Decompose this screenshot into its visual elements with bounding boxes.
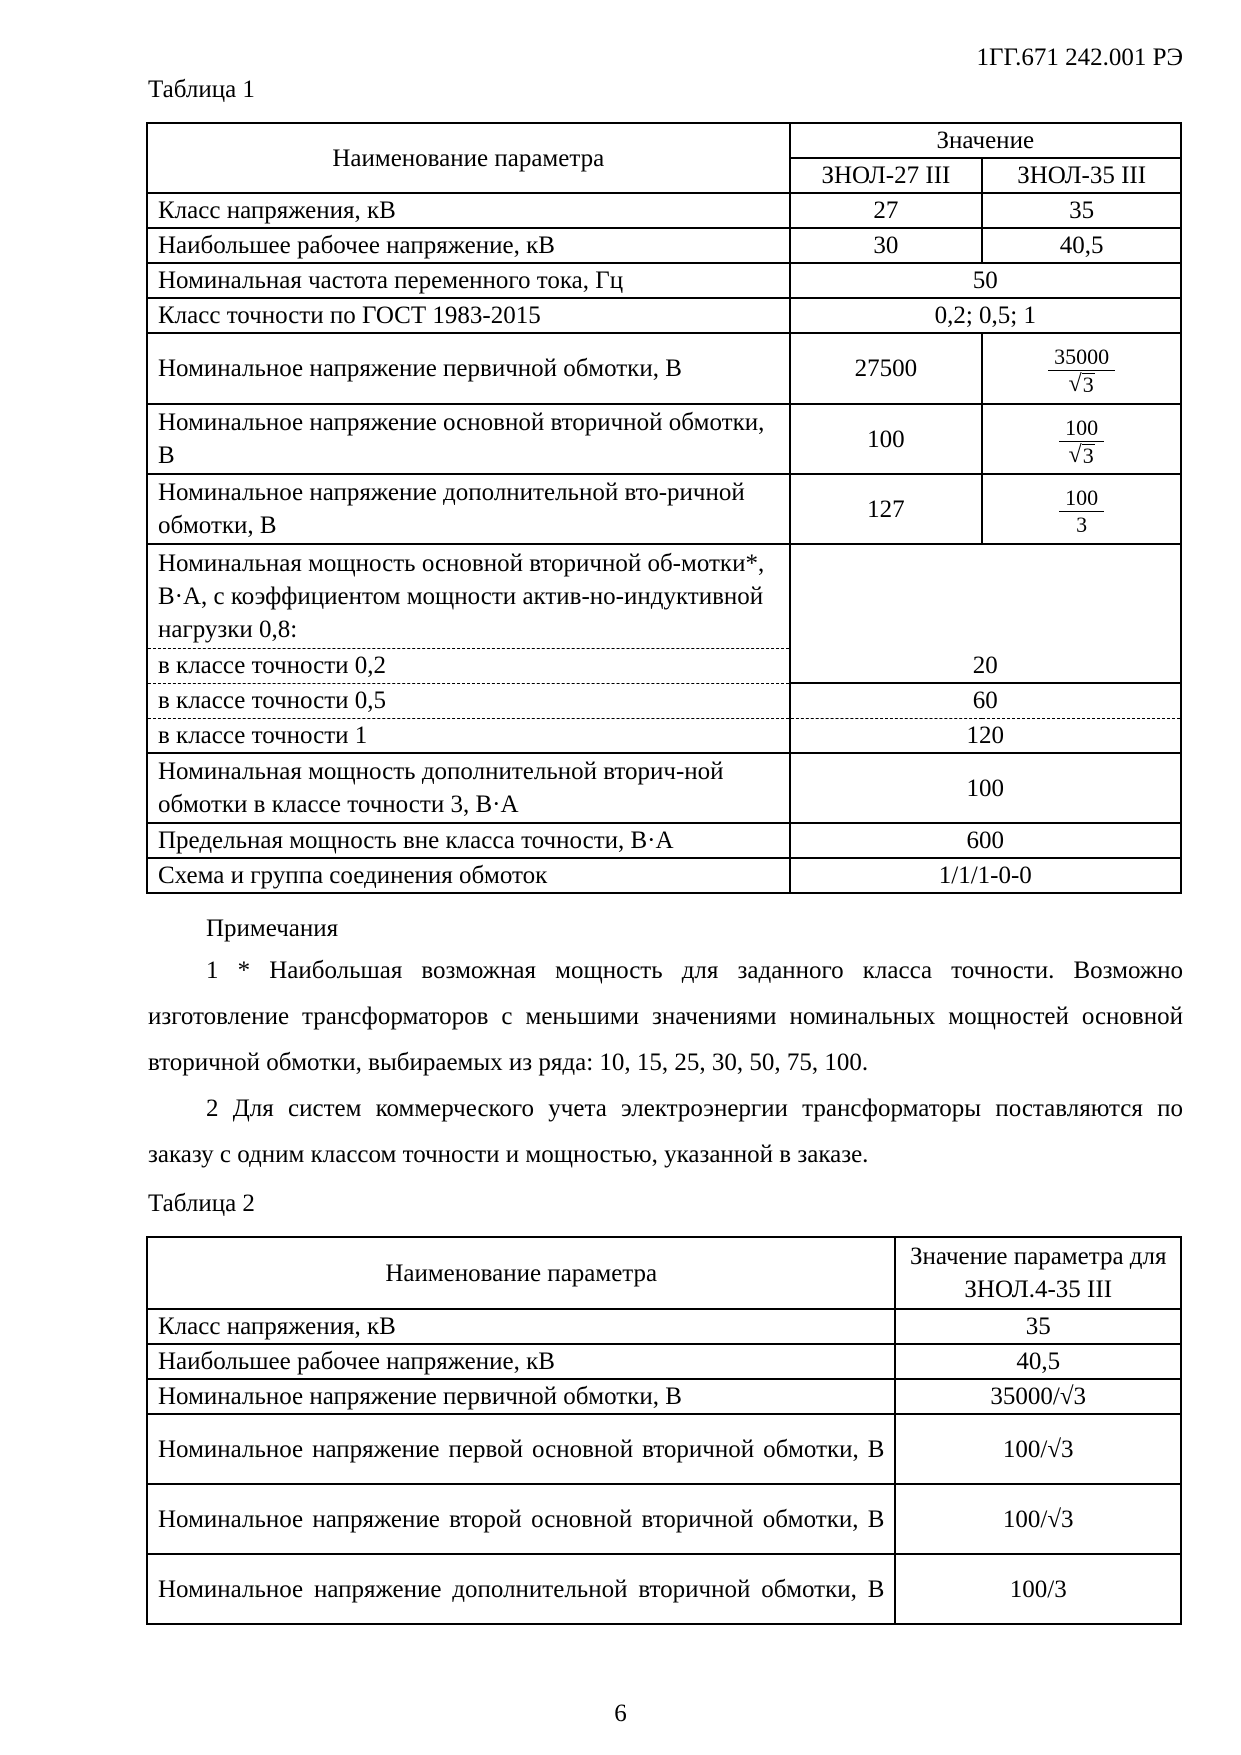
table2 [146,1236,1182,1625]
table2-cell-value: 100/3 [895,1554,1181,1624]
table1-header-col1: ЗНОЛ-27 III [790,158,983,193]
table1-cell-value: 100 [790,753,1181,823]
table1-cell-param: в классе точности 0,5 [147,683,790,718]
table2-cell-value: 100/√3 [895,1414,1181,1484]
table2-header-value: Значение параметра для ЗНОЛ.4-35 III [895,1237,1181,1309]
table1 [146,122,1182,894]
table1-header-param: Наименование параметра [147,123,790,193]
notes-title: Примечания [206,915,339,942]
fraction-denominator: 3 [1076,511,1088,537]
fraction-denominator [1063,442,1101,468]
table2-cell-value: 35000/√3 [895,1379,1181,1414]
fraction-numerator: 35000 [1048,344,1115,371]
table1-cell-value: 1/1/1-0-0 [790,858,1181,893]
table2-cell-value: 40,5 [895,1344,1181,1379]
table2-cell-param: Номинальное напряжение первой основной вторичной обмотки, В [147,1414,895,1484]
table2-cell-param: Номинальное напряжение первичной обмотки, В [147,1379,895,1414]
table1-cell-value: 20 [790,544,1181,683]
table1-cell-value: 60 [790,683,1181,718]
table1-cell-fraction [982,404,1181,474]
table1-cell-value: 600 [790,823,1181,858]
table1-cell-value: 0,2; 0,5; 1 [790,298,1181,333]
table1-cell-param: в классе точности 0,2 [147,648,790,683]
table1-cell-fraction [982,333,1181,404]
table1-header-col2: ЗНОЛ-35 III [982,158,1181,193]
table1-cell-value: 120 [790,718,1181,753]
sqrt-argument: 3 [1082,442,1094,468]
table2-cell-value: 35 [895,1309,1181,1344]
sqrt-argument: 3 [1082,372,1094,397]
fraction [1048,344,1115,397]
fraction [1059,415,1104,468]
note-2: 2 Для систем коммерческого учета электроэнергии трансформаторы поставляются по заказу с одним классом точности и мощностью, указанной в заказе. [148,1095,1183,1168]
table1-cell-param: Класс напряжения, кВ [147,193,790,228]
table1-caption: Таблица 1 [148,76,255,103]
sqrt-icon: √ 3 [1068,371,1094,397]
table1-cell-value: 27 [790,193,983,228]
table1-cell-param: Схема и группа соединения обмоток [147,858,790,893]
page-number: 6 [614,1700,627,1727]
table1-cell-param: в классе точности 1 [147,718,790,753]
table1-cell-param: Номинальная мощность основной вторичной об-мотки*, В·А, с коэффициентом мощности актив-но-индуктивной нагрузки 0,8: [147,544,790,648]
table1-cell-value: 127 [790,474,983,544]
table1-cell-value: 35 [982,193,1181,228]
fraction-numerator: 100 [1059,415,1104,442]
table1-cell-value: 30 [790,228,983,263]
table2-cell-param: Номинальное напряжение дополнительной вторичной обмотки, В [147,1554,895,1624]
fraction [1059,485,1104,538]
table2-header-param: Наименование параметра [147,1237,895,1309]
fraction-denominator [1063,371,1101,397]
table2-cell-param: Класс напряжения, кВ [147,1309,895,1344]
fraction-numerator: 100 [1059,485,1104,512]
table1-cell-param: Номинальная мощность дополнительной вторич-ной обмотки в классе точности 3, В·А [147,753,790,823]
table2-cell-value: 100/√3 [895,1484,1181,1554]
table1-cell-value: 40,5 [982,228,1181,263]
table1-cell-param: Предельная мощность вне класса точности, В·А [147,823,790,858]
table2-cell-param: Номинальное напряжение второй основной вторичной обмотки, В [147,1484,895,1554]
table1-cell-param: Номинальное напряжение основной вторичной обмотки, В [147,404,790,474]
document-id: 1ГГ.671 242.001 РЭ [976,44,1183,71]
table1-cell-value: 50 [790,263,1181,298]
table1-cell-param: Номинальное напряжение дополнительной вто-ричной обмотки, В [147,474,790,544]
table1-cell-param: Наибольшее рабочее напряжение, кВ [147,228,790,263]
sqrt-icon: √ 3 [1068,441,1094,468]
table1-cell-param: Номинальная частота переменного тока, Гц [147,263,790,298]
table1-cell-fraction [982,474,1181,544]
note-1: 1 * Наибольшая возможная мощность для заданного класса точности. Возможно изготовление трансформаторов с меньшими значениями номинальных мощностей основной вторичной обмотки, выбираемых из ряда: 10, 15, 25, 30, 50, 75, 100. [148,957,1183,1076]
table1-cell-value: 27500 [790,333,983,404]
table2-cell-param: Наибольшее рабочее напряжение, кВ [147,1344,895,1379]
table2-caption: Таблица 2 [148,1190,255,1217]
table1-header-value: Значение [790,123,1181,158]
table1-cell-param: Номинальное напряжение первичной обмотки, В [147,333,790,404]
table1-cell-param: Класс точности по ГОСТ 1983-2015 [147,298,790,333]
table1-cell-value: 100 [790,404,983,474]
